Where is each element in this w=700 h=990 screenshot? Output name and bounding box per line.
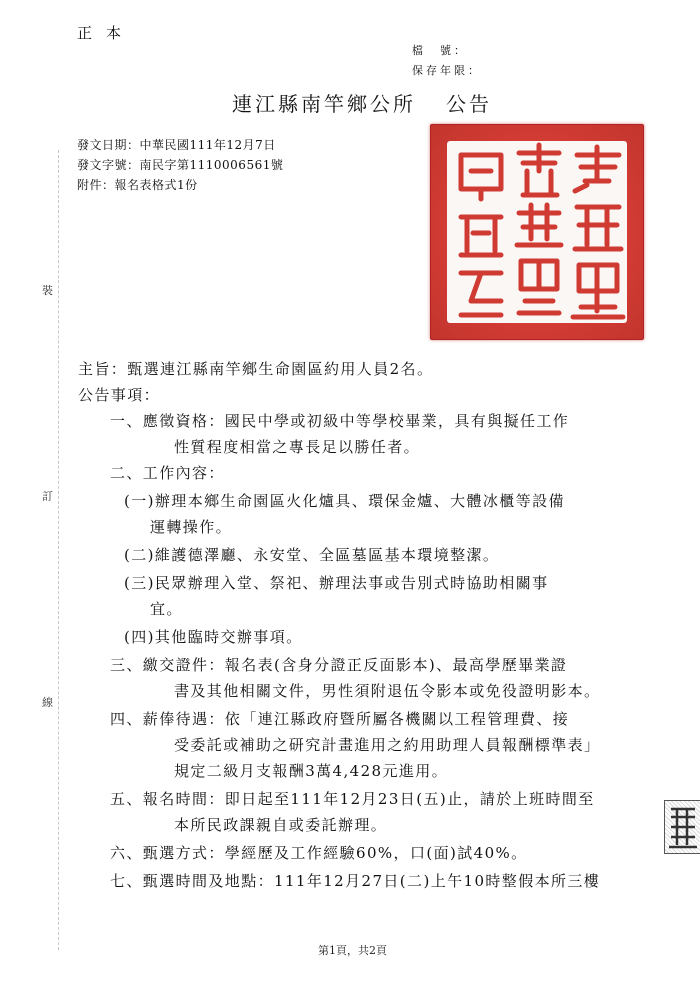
seal-inner	[447, 141, 627, 323]
item-2-1-line-1: (一)辦理本鄉生命園區火化爐具、環保金爐、大體冰櫃等設備	[124, 492, 565, 510]
issue-date: 發文日期：中華民國111年12月7日	[77, 138, 276, 152]
item-2-1-line-2: 運轉操作。	[150, 518, 233, 536]
copy-mark: 正本	[77, 24, 136, 42]
item-5-line-1: 五、報名時間：即日起至111年12月23日(五)止，請於上班時間至	[110, 790, 595, 808]
item-1-line-1: 一、應徵資格：國民中學或初級中等學校畢業，具有與擬任工作	[110, 412, 570, 430]
issue-number: 發文字號：南民字第1110006561號	[77, 158, 284, 172]
seal-glyphs	[447, 141, 627, 323]
item-4-line-1: 四、薪俸待遇：依「連江縣政府暨所屬各機關以工程管理費、接	[110, 710, 570, 728]
item-3-line-1: 三、繳交證件：報名表(含身分證正反面影本)、最高學歷畢業證	[110, 656, 568, 674]
item-3-line-2: 書及其他相關文件，男性須附退伍令影本或免役證明影本。	[174, 682, 601, 700]
item-1-line-2: 性質程度相當之專長足以勝任者。	[174, 438, 421, 456]
binding-mark-zhuang: 裝	[42, 284, 53, 297]
side-stamp-fragment	[664, 800, 700, 854]
org-name: 連江縣南竿鄉公所	[232, 92, 416, 116]
document-type: 公告	[446, 92, 492, 116]
item-4-line-2: 受委託或補助之研究計畫進用之約用助理人員報酬標準表」	[174, 736, 601, 754]
item-2-2: (二)維護德澤廳、永安堂、全區墓區基本環境整潔。	[124, 546, 500, 564]
attachment: 附件：報名表格式1份	[77, 178, 198, 192]
official-seal	[430, 124, 644, 340]
item-2-4: (四)其他臨時交辦事項。	[124, 628, 303, 646]
section-heading: 公告事項：	[78, 386, 161, 404]
item-2-3-line-1: (三)民眾辦理入堂、祭祀、辦理法事或告別式時協助相關事	[124, 574, 549, 592]
binding-mark-xian: 線	[42, 696, 53, 709]
page-number: 第1頁，共2頁	[318, 944, 387, 957]
item-5-line-2: 本所民政課親自或委託辦理。	[174, 816, 388, 834]
item-6: 六、甄選方式：學經歷及工作經驗60%，口(面)試40%。	[110, 844, 528, 862]
item-4-line-3: 規定二級月支報酬3萬4,428元進用。	[174, 762, 449, 780]
item-2-heading: 二、工作內容：	[110, 464, 225, 482]
binding-line	[58, 150, 59, 950]
file-number-label: 檔 號：	[412, 44, 468, 57]
side-stamp-glyph	[665, 801, 700, 853]
subject: 主旨：甄選連江縣南竿鄉生命園區約用人員2名。	[78, 360, 434, 378]
retention-label: 保存年限：	[412, 64, 482, 77]
binding-mark-ding: 訂	[42, 490, 53, 503]
document-title	[232, 88, 492, 117]
item-7-line-1: 七、甄選時間及地點：111年12月27日(二)上午10時整假本所三樓	[110, 872, 601, 890]
item-2-3-line-2: 宜。	[150, 600, 183, 618]
